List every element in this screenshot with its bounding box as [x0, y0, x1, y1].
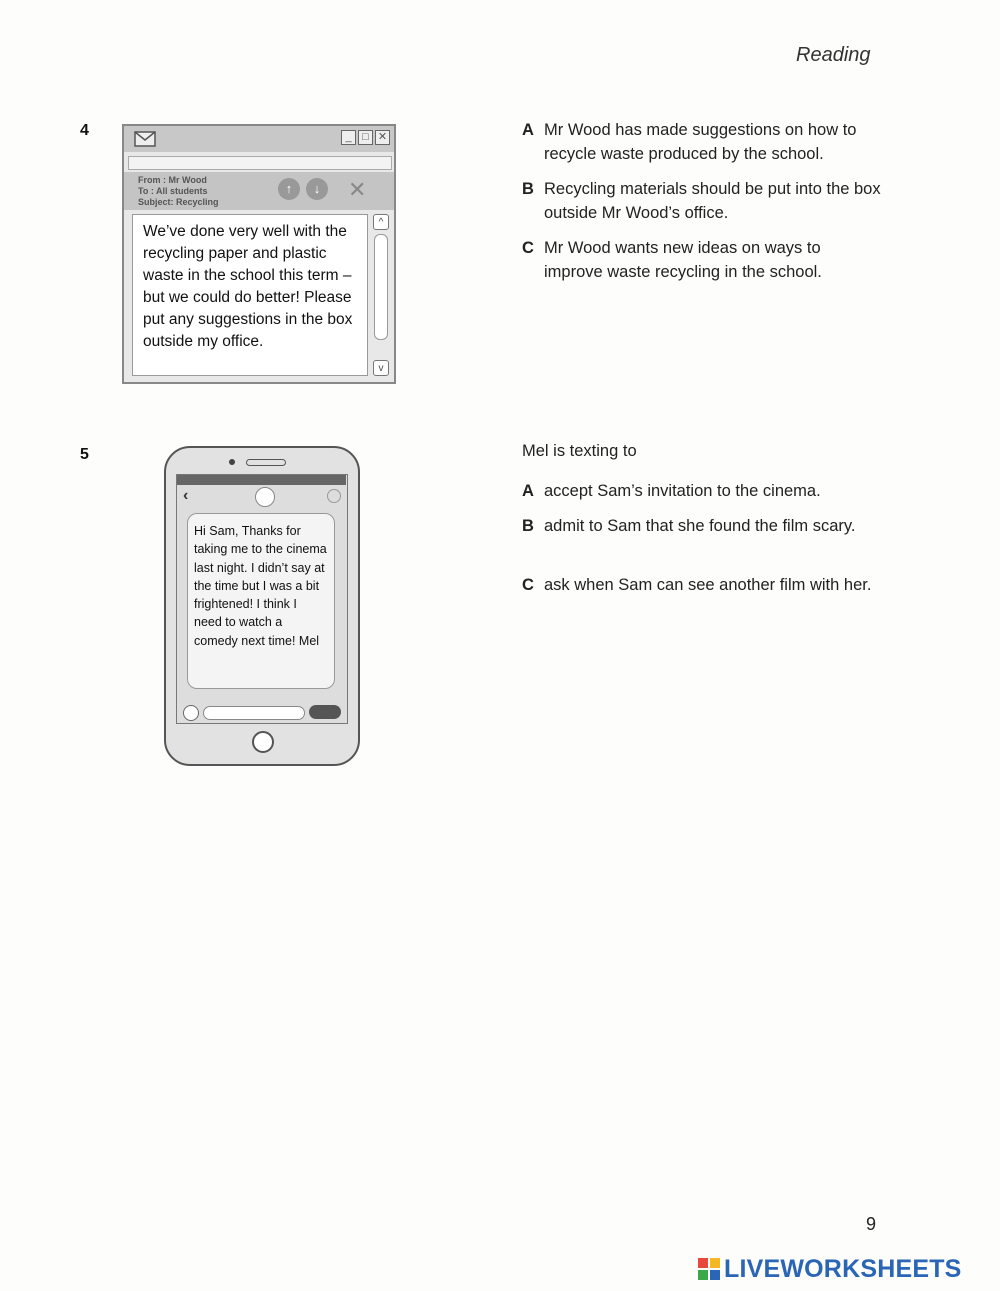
email-scrollbar — [372, 214, 390, 376]
option-text: admit to Sam that she found the film scary. — [544, 517, 856, 535]
send-button-graphic — [309, 705, 341, 719]
message-input-graphic — [203, 706, 305, 720]
option-letter: C — [522, 576, 534, 594]
minimize-icon: _ — [341, 130, 356, 145]
scroll-thumb — [374, 234, 388, 340]
email-from: From : Mr Wood — [138, 175, 207, 185]
email-body: We’ve done very well with the recycling paper and plastic waste in the school this term – but we could do better! Please put any suggestions in the box outside my office. — [132, 214, 368, 376]
scroll-up-icon: ^ — [373, 214, 389, 230]
phone-camera-icon — [229, 459, 235, 465]
contact-avatar — [255, 487, 275, 507]
info-icon — [327, 489, 341, 503]
email-window-illustration — [122, 124, 396, 384]
option-text: Mr Wood has made suggestions on how to recycle waste produced by the school. — [544, 121, 857, 163]
option-text: Mr Wood wants new ideas on ways to improve waste recycling in the school. — [544, 239, 822, 281]
question-5-option-b[interactable] — [522, 514, 882, 538]
option-text: ask when Sam can see another film with her. — [544, 576, 872, 594]
email-subject: Subject: Recycling — [138, 197, 219, 207]
back-icon: ‹ — [183, 487, 189, 504]
section-title: Reading — [796, 44, 871, 66]
scroll-down-icon: v — [373, 360, 389, 376]
page-number: 9 — [866, 1214, 877, 1234]
question-5-stem: Mel is texting to — [522, 442, 637, 460]
email-header — [124, 172, 394, 210]
option-letter: C — [522, 239, 534, 257]
option-text: accept Sam’s invitation to the cinema. — [544, 482, 821, 500]
question-4-option-b[interactable] — [522, 177, 882, 225]
option-text: Recycling materials should be put into the box outside Mr Wood’s office. — [544, 180, 881, 222]
window-controls — [341, 130, 390, 145]
arrow-down-icon: ↓ — [306, 178, 328, 200]
question-4-option-a[interactable] — [522, 118, 882, 166]
question-5-option-a[interactable] — [522, 479, 882, 503]
question-5-option-c[interactable] — [522, 573, 882, 597]
option-letter: A — [522, 121, 534, 139]
maximize-icon: □ — [358, 130, 373, 145]
message-compose-bar — [183, 705, 341, 721]
email-toolbar-field — [128, 156, 392, 170]
window-close-icon: ✕ — [375, 130, 390, 145]
question-5-number: 5 — [80, 446, 89, 463]
close-icon: ✕ — [348, 177, 367, 202]
phone-screen — [176, 474, 348, 724]
option-letter: A — [522, 482, 534, 500]
logo-grid-icon — [698, 1258, 720, 1280]
phone-statusbar — [177, 475, 346, 485]
email-to: To : All students — [138, 186, 208, 196]
logo-text: LIVEWORKSHEETS — [724, 1254, 962, 1283]
liveworksheets-logo[interactable] — [698, 1254, 962, 1284]
option-letter: B — [522, 180, 534, 198]
option-letter: B — [522, 517, 534, 535]
envelope-icon — [134, 131, 156, 147]
question-4-number: 4 — [80, 122, 89, 139]
text-message-bubble: Hi Sam, Thanks for taking me to the cinema last night. I didn’t say at the time but I was a bit frightened! I think I need to watch a comedy next time! Mel — [187, 513, 335, 689]
arrow-up-icon: ↑ — [278, 178, 300, 200]
email-titlebar — [124, 126, 394, 152]
question-4-option-c[interactable] — [522, 236, 882, 284]
phone-speaker-icon — [246, 459, 286, 466]
camera-icon — [183, 705, 199, 721]
home-button-icon — [252, 731, 274, 753]
phone-illustration — [164, 446, 360, 766]
